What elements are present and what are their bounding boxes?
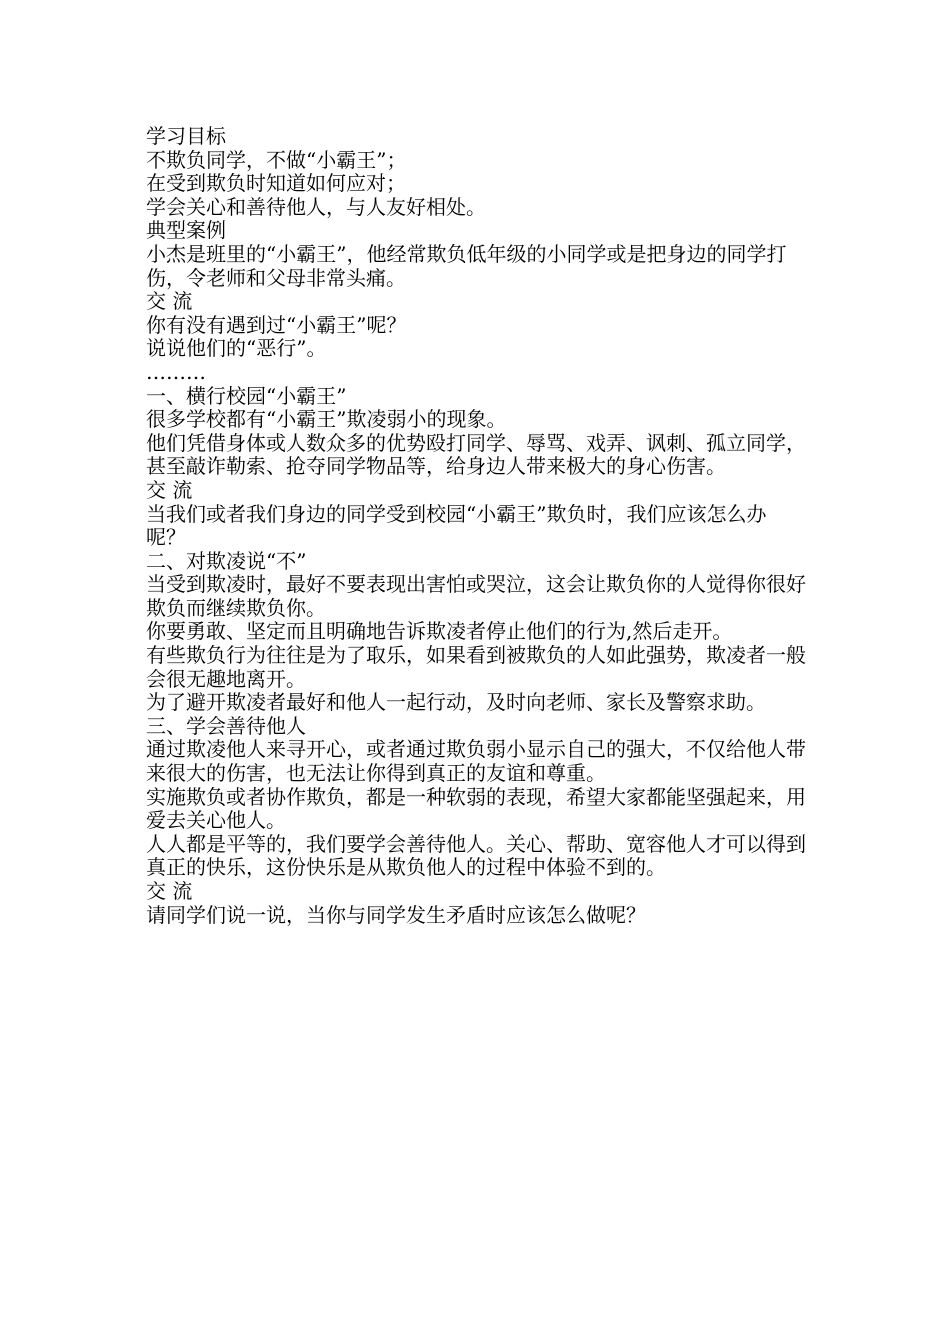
paragraph: 小杰是班里的“小霸王”，他经常欺负低年级的小同学或是把身边的同学打伤，令老师和父母非常头痛。 (146, 241, 787, 290)
paragraph: 有些欺负行为往往是为了取乐，如果看到被欺负的人如此强势，欺凌者一般会很无趣地离开。 (146, 643, 806, 691)
section-title-learning-goals: 学习目标 (146, 124, 226, 148)
paragraph: 你要勇敢、坚定而且明确地告诉欺凌者停止他们的行为,然后走开。 (146, 619, 733, 644)
section-title-typical-case: 典型案例 (146, 218, 226, 243)
section-title-one: 一、横行校园“小霸王” (146, 383, 347, 408)
document-body (146, 125, 806, 927)
paragraph: 请同学们说一说，当你与同学发生矛盾时应该怎么做呢？ (146, 902, 646, 927)
paragraph: 为了避开欺凌者最好和他人一起行动，及时向老师、家长及警察求助。 (146, 690, 766, 715)
paragraph: 人人都是平等的，我们要学会善待他人。关心、帮助、宽容他人才可以得到真正的快乐，这份快乐是从欺负他人的过程中体验不到的。 (146, 831, 806, 880)
paragraph: 实施欺负或者协作欺负，都是一种软弱的表现，希望大家都能坚强起来，用爱去关心他人。 (146, 784, 806, 833)
paragraph: 当受到欺凌时，最好不要表现出害怕或哭泣，这会让欺负你的人觉得你很好欺负而继续欺负你。 (146, 572, 806, 620)
paragraph: 通过欺凌他人来寻开心，或者通过欺负弱小显示自己的强大，不仅给他人带来很大的伤害，也无法让你得到真正的友谊和尊重。 (146, 737, 806, 786)
section-title-two: 二、对欺凌说“不” (146, 548, 307, 573)
ellipsis: ……… (146, 359, 206, 384)
paragraph: 你有没有遇到过“小霸王”呢？ (146, 312, 407, 337)
goal-item: 学会关心和善待他人，与人友好相处。 (146, 194, 486, 219)
section-title-discussion: 交 流 (146, 289, 193, 314)
paragraph: 说说他们的“恶行”。 (146, 336, 327, 361)
goal-item: 不欺负同学，不做“小霸王”； (146, 147, 407, 172)
paragraph: 当我们或者我们身边的同学受到校园“小霸王”欺负时，我们应该怎么办呢？ (146, 501, 767, 550)
goal-item: 在受到欺负时知道如何应对； (146, 171, 406, 196)
paragraph: 很多学校都有“小霸王”欺凌弱小的现象。 (146, 407, 507, 432)
section-title-three: 三、学会善待他人 (146, 713, 306, 738)
paragraph: 他们凭借身体或人数众多的优势殴打同学、辱骂、戏弄、讽刺、孤立同学，甚至敲诈勒索、抢夺同学物品等，给身边人带来极大的身心伤害。 (146, 430, 806, 479)
section-title-discussion: 交 流 (146, 477, 193, 502)
section-title-discussion: 交 流 (146, 879, 193, 903)
